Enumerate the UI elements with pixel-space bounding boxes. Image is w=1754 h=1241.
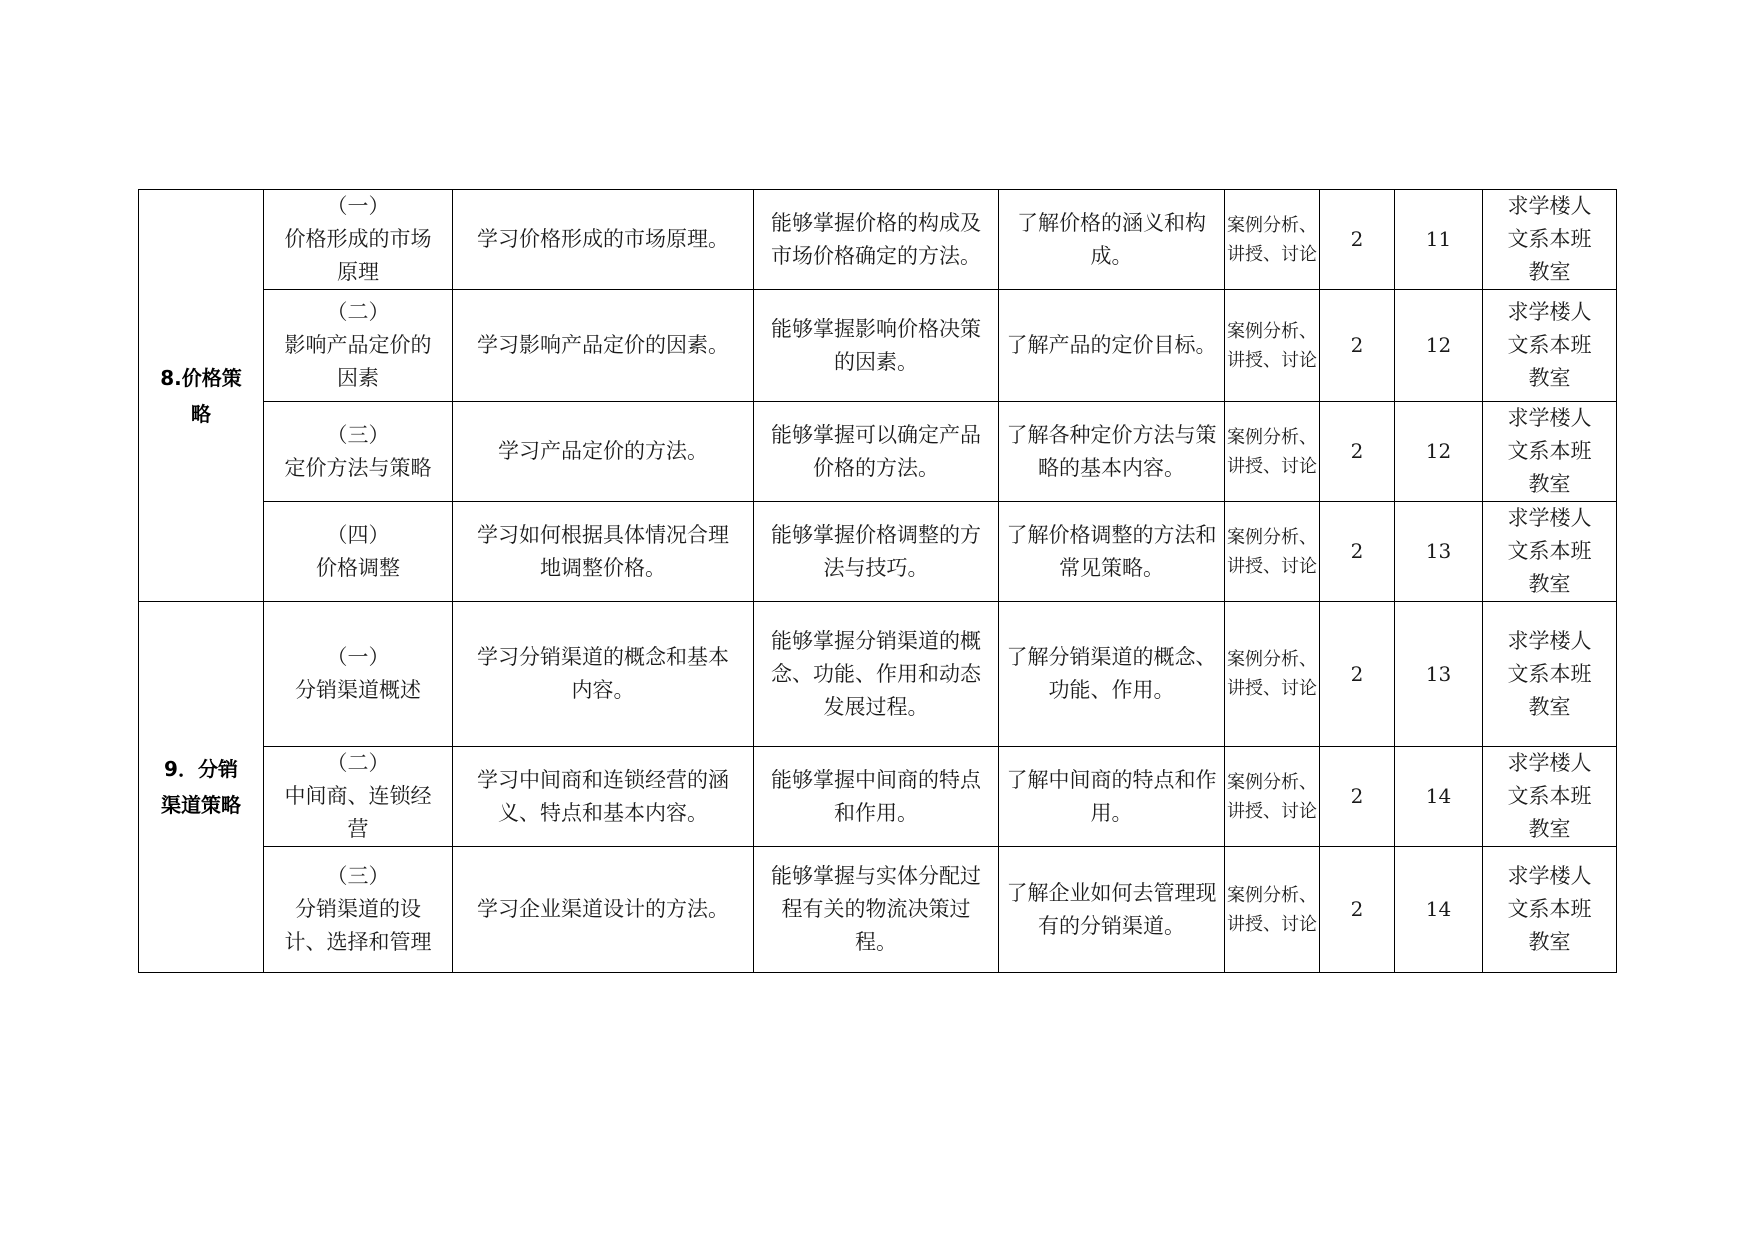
topic-cell xyxy=(264,747,453,847)
week-cell: 12 xyxy=(1395,290,1483,402)
ability-cell: 能够掌握影响价格决策的因素。 xyxy=(754,290,999,402)
content-cell: 学习中间商和连锁经营的涵义、特点和基本内容。 xyxy=(453,747,754,847)
content-cell: 学习产品定价的方法。 xyxy=(453,402,754,502)
content-cell: 学习分销渠道的概念和基本内容。 xyxy=(453,602,754,747)
topic-cell xyxy=(264,602,453,747)
knowledge-cell: 了解中间商的特点和作用。 xyxy=(999,747,1225,847)
place-cell: 求学楼人文系本班教室 xyxy=(1483,602,1617,747)
ability-cell: 能够掌握价格调整的方法与技巧。 xyxy=(754,502,999,602)
topic-title: 价格形成的市场原理 xyxy=(284,227,432,284)
knowledge-cell: 了解各种定价方法与策略的基本内容。 xyxy=(999,402,1225,502)
hours-cell: 2 xyxy=(1320,290,1395,402)
topic-cell xyxy=(264,290,453,402)
week-cell: 11 xyxy=(1395,190,1483,290)
hours-cell: 2 xyxy=(1320,402,1395,502)
hours-cell: 2 xyxy=(1320,847,1395,973)
topic-number: （二） xyxy=(326,751,390,775)
place-cell: 求学楼人文系本班教室 xyxy=(1483,402,1617,502)
schedule-table xyxy=(138,189,1617,973)
topic-title: 定价方法与策略 xyxy=(284,455,432,480)
content-cell: 学习企业渠道设计的方法。 xyxy=(453,847,754,973)
table-row xyxy=(139,190,1617,290)
week-cell: 12 xyxy=(1395,402,1483,502)
week-cell: 13 xyxy=(1395,602,1483,747)
method-cell: 案例分析、讲授、讨论 xyxy=(1225,602,1320,747)
ability-cell: 能够掌握分销渠道的概念、功能、作用和动态发展过程。 xyxy=(754,602,999,747)
method-cell: 案例分析、讲授、讨论 xyxy=(1225,502,1320,602)
ability-cell: 能够掌握价格的构成及市场价格确定的方法。 xyxy=(754,190,999,290)
hours-cell: 2 xyxy=(1320,190,1395,290)
content-cell: 学习如何根据具体情况合理地调整价格。 xyxy=(453,502,754,602)
topic-number: （四） xyxy=(326,522,390,547)
method-cell: 案例分析、讲授、讨论 xyxy=(1225,402,1320,502)
topic-title: 分销渠道概述 xyxy=(295,678,421,702)
hours-cell: 2 xyxy=(1320,747,1395,847)
topic-number: （三） xyxy=(326,422,390,447)
topic-number: （一） xyxy=(326,194,390,218)
place-cell: 求学楼人文系本班教室 xyxy=(1483,747,1617,847)
week-cell: 14 xyxy=(1395,847,1483,973)
topic-cell xyxy=(264,402,453,502)
chapter-label: 9．分销渠道策略 xyxy=(139,602,264,973)
ability-cell: 能够掌握中间商的特点和作用。 xyxy=(754,747,999,847)
place-cell: 求学楼人文系本班教室 xyxy=(1483,190,1617,290)
knowledge-cell: 了解价格调整的方法和常见策略。 xyxy=(999,502,1225,602)
table-row xyxy=(139,502,1617,602)
topic-number: （二） xyxy=(326,300,390,324)
method-cell: 案例分析、讲授、讨论 xyxy=(1225,847,1320,973)
table-row xyxy=(139,602,1617,747)
topic-title: 影响产品定价的因素 xyxy=(284,333,432,390)
hours-cell: 2 xyxy=(1320,602,1395,747)
knowledge-cell: 了解产品的定价目标。 xyxy=(999,290,1225,402)
chapter-label: 8.价格策略 xyxy=(139,190,264,602)
ability-cell: 能够掌握与实体分配过程有关的物流决策过程。 xyxy=(754,847,999,973)
content-cell: 学习影响产品定价的因素。 xyxy=(453,290,754,402)
table-row xyxy=(139,290,1617,402)
method-cell: 案例分析、讲授、讨论 xyxy=(1225,190,1320,290)
place-cell: 求学楼人文系本班教室 xyxy=(1483,290,1617,402)
topic-number: （三） xyxy=(326,864,390,888)
place-cell: 求学楼人文系本班教室 xyxy=(1483,502,1617,602)
knowledge-cell: 了解分销渠道的概念、功能、作用。 xyxy=(999,602,1225,747)
method-cell: 案例分析、讲授、讨论 xyxy=(1225,290,1320,402)
hours-cell: 2 xyxy=(1320,502,1395,602)
table-row xyxy=(139,402,1617,502)
table-row xyxy=(139,747,1617,847)
table-row xyxy=(139,847,1617,973)
knowledge-cell: 了解价格的涵义和构成。 xyxy=(999,190,1225,290)
topic-cell xyxy=(264,190,453,290)
method-cell: 案例分析、讲授、讨论 xyxy=(1225,747,1320,847)
knowledge-cell: 了解企业如何去管理现有的分销渠道。 xyxy=(999,847,1225,973)
ability-cell: 能够掌握可以确定产品价格的方法。 xyxy=(754,402,999,502)
topic-number: （一） xyxy=(326,645,390,669)
topic-title: 价格调整 xyxy=(316,555,400,580)
topic-title: 中间商、连锁经营 xyxy=(284,784,432,841)
place-cell: 求学楼人文系本班教室 xyxy=(1483,847,1617,973)
topic-title: 分销渠道的设计、选择和管理 xyxy=(284,897,432,954)
week-cell: 13 xyxy=(1395,502,1483,602)
week-cell: 14 xyxy=(1395,747,1483,847)
topic-cell xyxy=(264,847,453,973)
content-cell: 学习价格形成的市场原理。 xyxy=(453,190,754,290)
topic-cell xyxy=(264,502,453,602)
